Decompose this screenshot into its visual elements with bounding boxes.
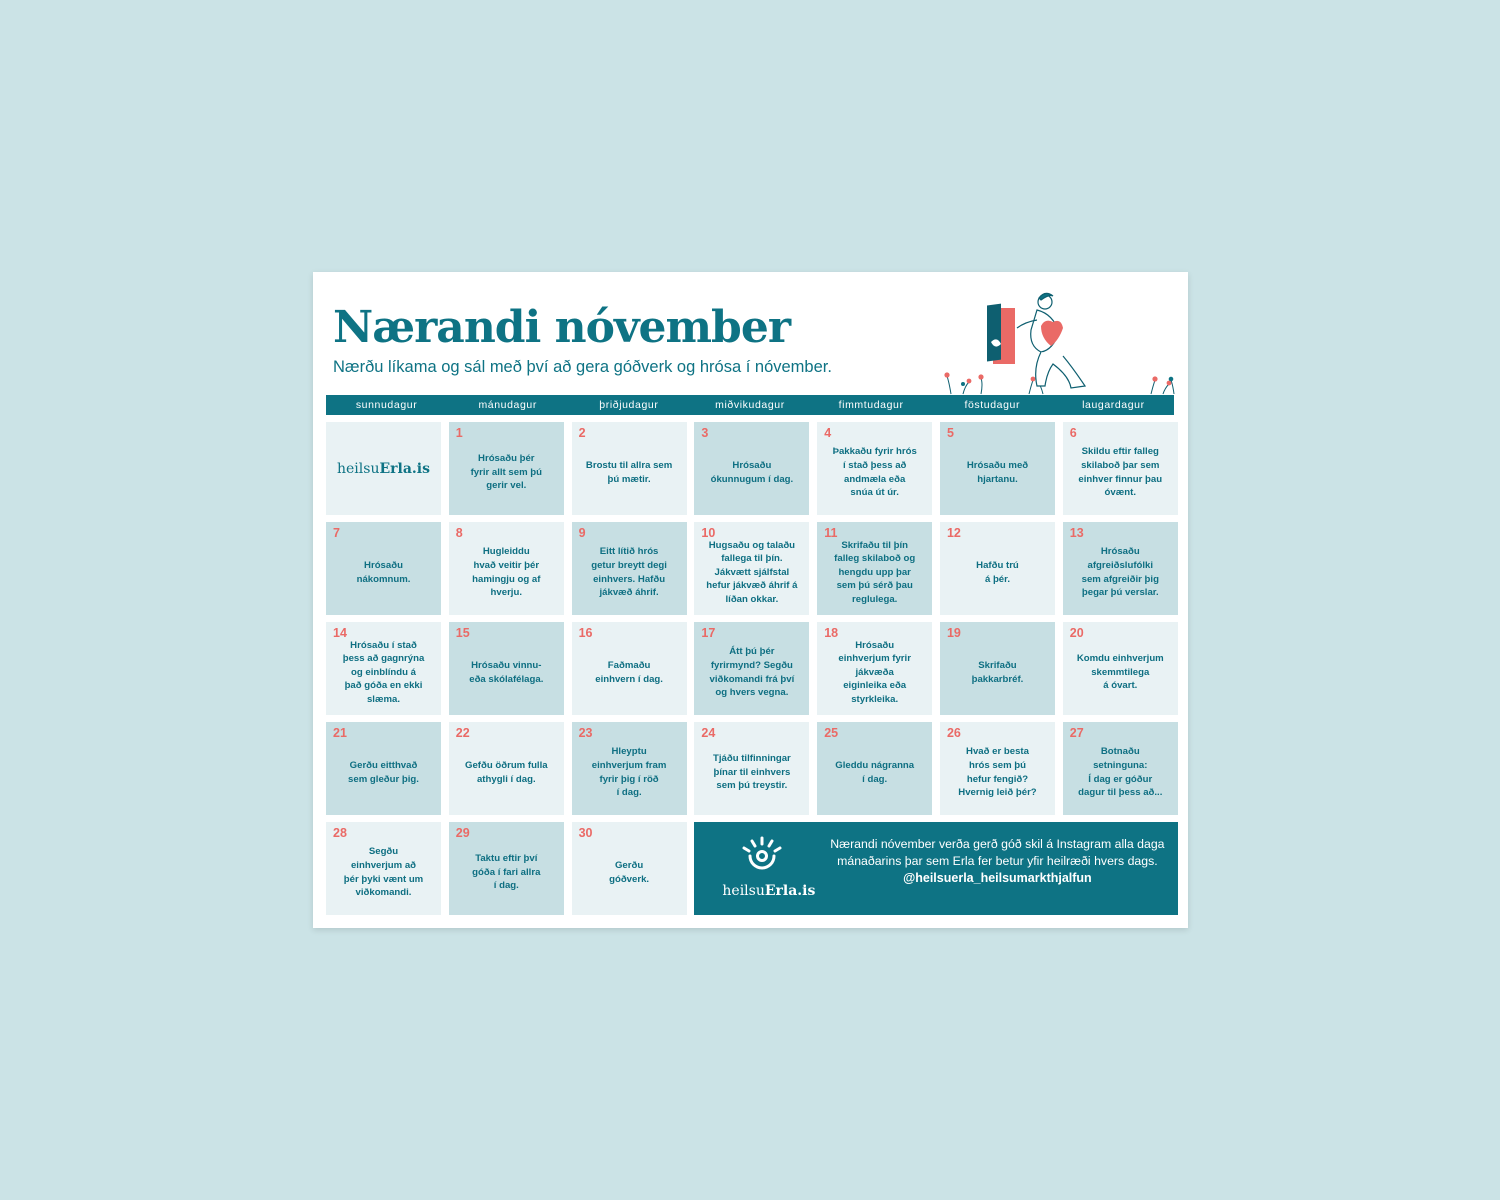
day-text: Gleddu nágranna í dag. xyxy=(835,759,915,785)
day-number: 19 xyxy=(946,626,961,640)
day-cell xyxy=(449,522,564,615)
day-cell xyxy=(326,722,441,815)
day-number: 2 xyxy=(578,426,586,440)
day-cell xyxy=(940,522,1055,615)
day-text: Hugsaðu og talaðu fallega til þín. Jákvætt sjálfstal hefur jákvæð áhrif á líðan okkar. xyxy=(706,539,798,605)
day-cell xyxy=(694,722,809,815)
calendar-grid xyxy=(326,422,1174,915)
day-text: Komdu einhverjum skemmtilega á óvart. xyxy=(1076,653,1164,692)
day-text: Hrósaðu ókunnugum í dag. xyxy=(710,459,794,485)
day-cell xyxy=(940,422,1055,515)
day-cell xyxy=(572,822,687,915)
day-cell xyxy=(326,822,441,915)
day-cell xyxy=(449,422,564,515)
day-number: 13 xyxy=(1069,526,1084,540)
day-text: Skrifaðu þakkarbréf. xyxy=(971,659,1024,685)
weekday-label: fimmtudagur xyxy=(838,399,904,411)
day-cell xyxy=(817,422,932,515)
day-cell xyxy=(694,622,809,715)
day-text: Faðmaðu einhvern í dag. xyxy=(595,659,663,685)
day-text: Hvað er besta hrós sem þú hefur fengið? Hvernig leið þér? xyxy=(958,746,1037,799)
day-number: 12 xyxy=(946,526,961,540)
day-cell xyxy=(449,822,564,915)
day-text: Hrósaðu nákomnum. xyxy=(356,559,411,585)
day-text: Átt þú þér fyrirmynd? Segðu viðkomandi frá því og hvers vegna. xyxy=(709,646,795,699)
day-number: 30 xyxy=(578,826,593,840)
day-number: 26 xyxy=(946,726,961,740)
day-cell xyxy=(940,622,1055,715)
day-cell xyxy=(694,522,809,615)
page-title: Nærandi nóvember xyxy=(333,302,790,353)
day-number: 5 xyxy=(946,426,954,440)
day-cell xyxy=(572,422,687,515)
day-number: 14 xyxy=(333,626,347,640)
instagram-handle[interactable]: @heilsuerla_heilsumarkthjalfun xyxy=(903,871,1092,885)
day-cell xyxy=(449,622,564,715)
day-number: 16 xyxy=(578,626,593,640)
day-text: Hrósaðu þér fyrir allt sem þú gerir vel. xyxy=(470,453,543,492)
day-number: 6 xyxy=(1069,426,1077,440)
day-cell xyxy=(572,622,687,715)
day-cell xyxy=(326,522,441,615)
day-cell xyxy=(449,722,564,815)
day-text: Skildu eftir falleg skilaboð þar sem einhver finnur þau óvænt. xyxy=(1078,446,1163,499)
day-text: Brostu til allra sem þú mætir. xyxy=(585,459,673,485)
person-with-heart-illustration xyxy=(941,290,1181,396)
day-text: Gerðu eitthvað sem gleður þig. xyxy=(348,759,419,785)
day-cell xyxy=(1063,522,1178,615)
day-number: 29 xyxy=(455,826,470,840)
day-cell xyxy=(940,722,1055,815)
day-cell xyxy=(1063,422,1178,515)
day-number: 20 xyxy=(1069,626,1084,640)
day-text: Eitt lítið hrós getur breytt degi einhvers. Hafðu jákvæð áhrif. xyxy=(591,546,667,599)
calendar-sheet xyxy=(313,272,1188,928)
day-number: 27 xyxy=(1069,726,1084,740)
day-number: 18 xyxy=(824,626,839,640)
day-number: 25 xyxy=(824,726,839,740)
day-cell xyxy=(817,522,932,615)
day-number: 8 xyxy=(455,526,463,540)
day-text: Skrifaðu til þín falleg skilaboð og hengdu upp þar sem þú sérð þau reglulega. xyxy=(834,539,916,605)
day-number: 7 xyxy=(333,526,340,540)
day-text: Hrósaðu einhverjum fyrir jákvæða eiginleika eða styrkleika. xyxy=(838,639,911,705)
day-cell xyxy=(572,722,687,815)
day-number: 15 xyxy=(455,626,470,640)
day-cell xyxy=(572,522,687,615)
day-number: 11 xyxy=(824,526,838,540)
sun-logo-icon xyxy=(739,836,785,878)
weekday-label: sunnudagur xyxy=(355,399,418,411)
day-text: Hleyptu einhverjum fram fyrir þig í röð í dag. xyxy=(591,746,667,799)
day-number: 10 xyxy=(701,526,716,540)
day-text: Hrósaðu vinnu- eða skólafélaga. xyxy=(469,659,544,685)
weekday-header xyxy=(326,395,1174,415)
weekday-label: þriðjudagur xyxy=(599,399,659,411)
weekday-label: föstudagur xyxy=(964,399,1021,411)
day-text: Gefðu öðrum fulla athygli í dag. xyxy=(464,759,548,785)
day-number: 4 xyxy=(824,426,832,440)
day-text: Hafðu trú á þér. xyxy=(976,559,1019,585)
day-text: Hrósaðu í stað þess að gagnrýna og einblíndu á það góða en ekki slæma. xyxy=(342,639,425,705)
day-text: Þakkaðu fyrir hrós í stað þess að andmæla eða snúa út úr. xyxy=(832,446,917,499)
day-text: Segðu einhverjum að þér þyki vænt um viðkomandi. xyxy=(343,846,424,899)
weekday-label: laugardagur xyxy=(1082,399,1145,411)
day-number: 17 xyxy=(701,626,716,640)
weekday-label: miðvikudagur xyxy=(715,399,785,411)
day-cell xyxy=(694,422,809,515)
weekday-label: mánudagur xyxy=(478,399,537,411)
day-text: Taktu eftir því góða í fari allra í dag. xyxy=(472,853,541,892)
banner-message: Nærandi nóvember verða gerð góð skil á Instagram alla daga mánaðarins þar sem Erla fer betur yfir heilræði hvers dags. xyxy=(830,837,1165,868)
logo-cell xyxy=(326,422,441,515)
day-text: Botnaðu setninguna: Í dag er góður dagur til þess að... xyxy=(1078,746,1163,799)
day-text: Hrósaðu afgreiðslufólki sem afgreiðir þig þegar þú verslar. xyxy=(1081,546,1159,599)
banner-logo xyxy=(722,836,816,899)
day-number: 1 xyxy=(455,426,463,440)
day-number: 3 xyxy=(701,426,709,440)
banner-text xyxy=(822,836,1172,887)
day-number: 21 xyxy=(333,726,347,740)
heilsuerla-logo: heilsuErla.is xyxy=(337,460,430,477)
day-number: 24 xyxy=(701,726,716,740)
day-number: 28 xyxy=(333,826,347,840)
day-text: Hugleiddu hvað veitir þér hamingju og af hverju. xyxy=(472,546,541,599)
day-number: 23 xyxy=(578,726,593,740)
day-text: Tjáðu tilfinningar þínar til einhvers sem þú treystir. xyxy=(712,753,791,792)
day-cell xyxy=(1063,622,1178,715)
banner-logo-text: heilsuErla.is xyxy=(722,883,816,899)
instagram-banner xyxy=(694,822,1177,915)
day-cell xyxy=(1063,722,1178,815)
day-text: Gerðu góðverk. xyxy=(609,859,650,885)
day-cell xyxy=(817,722,932,815)
day-number: 9 xyxy=(578,526,586,540)
day-cell xyxy=(326,622,441,715)
day-cell xyxy=(817,622,932,715)
day-text: Hrósaðu með hjartanu. xyxy=(966,459,1029,485)
page-subtitle: Nærðu líkama og sál með því að gera góðverk og hrósa í nóvember. xyxy=(333,358,832,376)
day-number: 22 xyxy=(455,726,470,740)
